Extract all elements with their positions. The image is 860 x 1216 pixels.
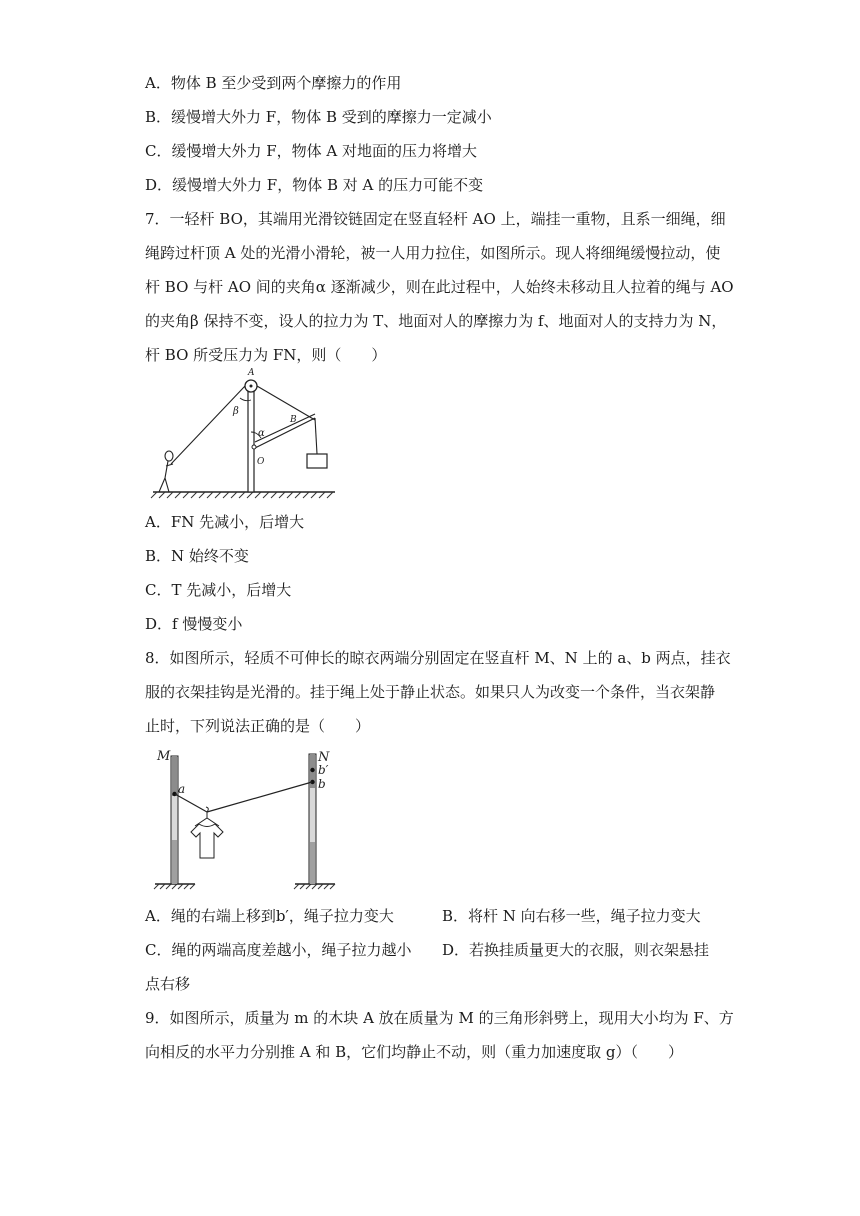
q8-option-b: B．将杆 N 向右移一些，绳子拉力变大 [442, 907, 701, 925]
label-o: O [257, 457, 265, 467]
label-alpha: α [258, 428, 265, 439]
q8-stem-line-2: 服的衣架挂钩是光滑的。挂于绳上处于静止状态。如果只人为改变一个条件，当衣架静 [145, 683, 716, 701]
q8-option-c: C．绳的两端高度差越小，绳子拉力越小 [145, 941, 412, 959]
label-b-prime: b′ [318, 763, 329, 777]
q8-stem-line-3: 止时，下列说法正确的是（ ） [145, 717, 371, 735]
label-b-point: b [318, 777, 326, 791]
q9-stem-line-2: 向相反的水平力分别推 A 和 B，它们均静止不动，则（重力加速度取 g）（ ） [145, 1043, 684, 1061]
q7-stem-line-4: 的夹角β 保持不变，设人的拉力为 T、地面对人的摩擦力为 f、地面对人的支持力为 N， [145, 312, 727, 330]
q7-stem-line-5: 杆 BO 所受压力为 FN，则（ ） [145, 346, 387, 364]
q7-stem-line-1: 7．一轻杆 BO，其端用光滑铰链固定在竖直轻杆 AO 上，端挂一重物，且系一细绳，细 [145, 210, 726, 228]
q7-option-a: A．FN 先减小，后增大 [145, 513, 305, 531]
label-a-point: a [178, 782, 186, 796]
q7-figure [145, 362, 345, 502]
label-beta: β [233, 406, 239, 417]
q8-stem-line-1: 8．如图所示，轻质不可伸长的晾衣两端分别固定在竖直杆 M、N 上的 a、b 两点，挂衣 [145, 649, 731, 667]
label-b: B [290, 415, 297, 425]
q9-stem-line-1: 9．如图所示，质量为 m 的木块 A 放在质量为 M 的三角形斜劈上，现用大小均为 F、方 [145, 1009, 734, 1027]
q7-stem-line-2: 绳跨过杆顶 A 处的光滑小滑轮，被一人用力拉住，如图所示。现人将细绳缓慢拉动，使 [145, 244, 721, 262]
q8-figure [145, 742, 345, 892]
q6-option-d: D．缓慢增大外力 F，物体 B 对 A 的压力可能不变 [145, 176, 484, 194]
label-n: N [318, 750, 330, 765]
q6-option-a: A．物体 B 至少受到两个摩擦力的作用 [145, 74, 402, 92]
label-a: A [248, 368, 255, 378]
q7-option-d: D．f 慢慢变小 [145, 615, 243, 633]
q7-option-c: C．T 先减小，后增大 [145, 581, 292, 599]
q6-option-c: C．缓慢增大外力 F，物体 A 对地面的压力将增大 [145, 142, 478, 160]
q7-stem-line-3: 杆 BO 与杆 AO 间的夹角α 逐渐减少，则在此过程中，人始终未移动且人拉着的绳与 AO [145, 278, 734, 296]
q8-option-d: D．若换挂质量更大的衣服，则衣架悬挂 [442, 941, 710, 959]
q8-option-d-cont: 点右移 [145, 975, 191, 993]
q6-option-b: B．缓慢增大外力 F，物体 B 受到的摩擦力一定减小 [145, 108, 492, 126]
label-m: M [157, 749, 171, 764]
q8-option-a: A．绳的右端上移到b′，绳子拉力变大 [145, 907, 394, 925]
q7-option-b: B．N 始终不变 [145, 547, 249, 565]
